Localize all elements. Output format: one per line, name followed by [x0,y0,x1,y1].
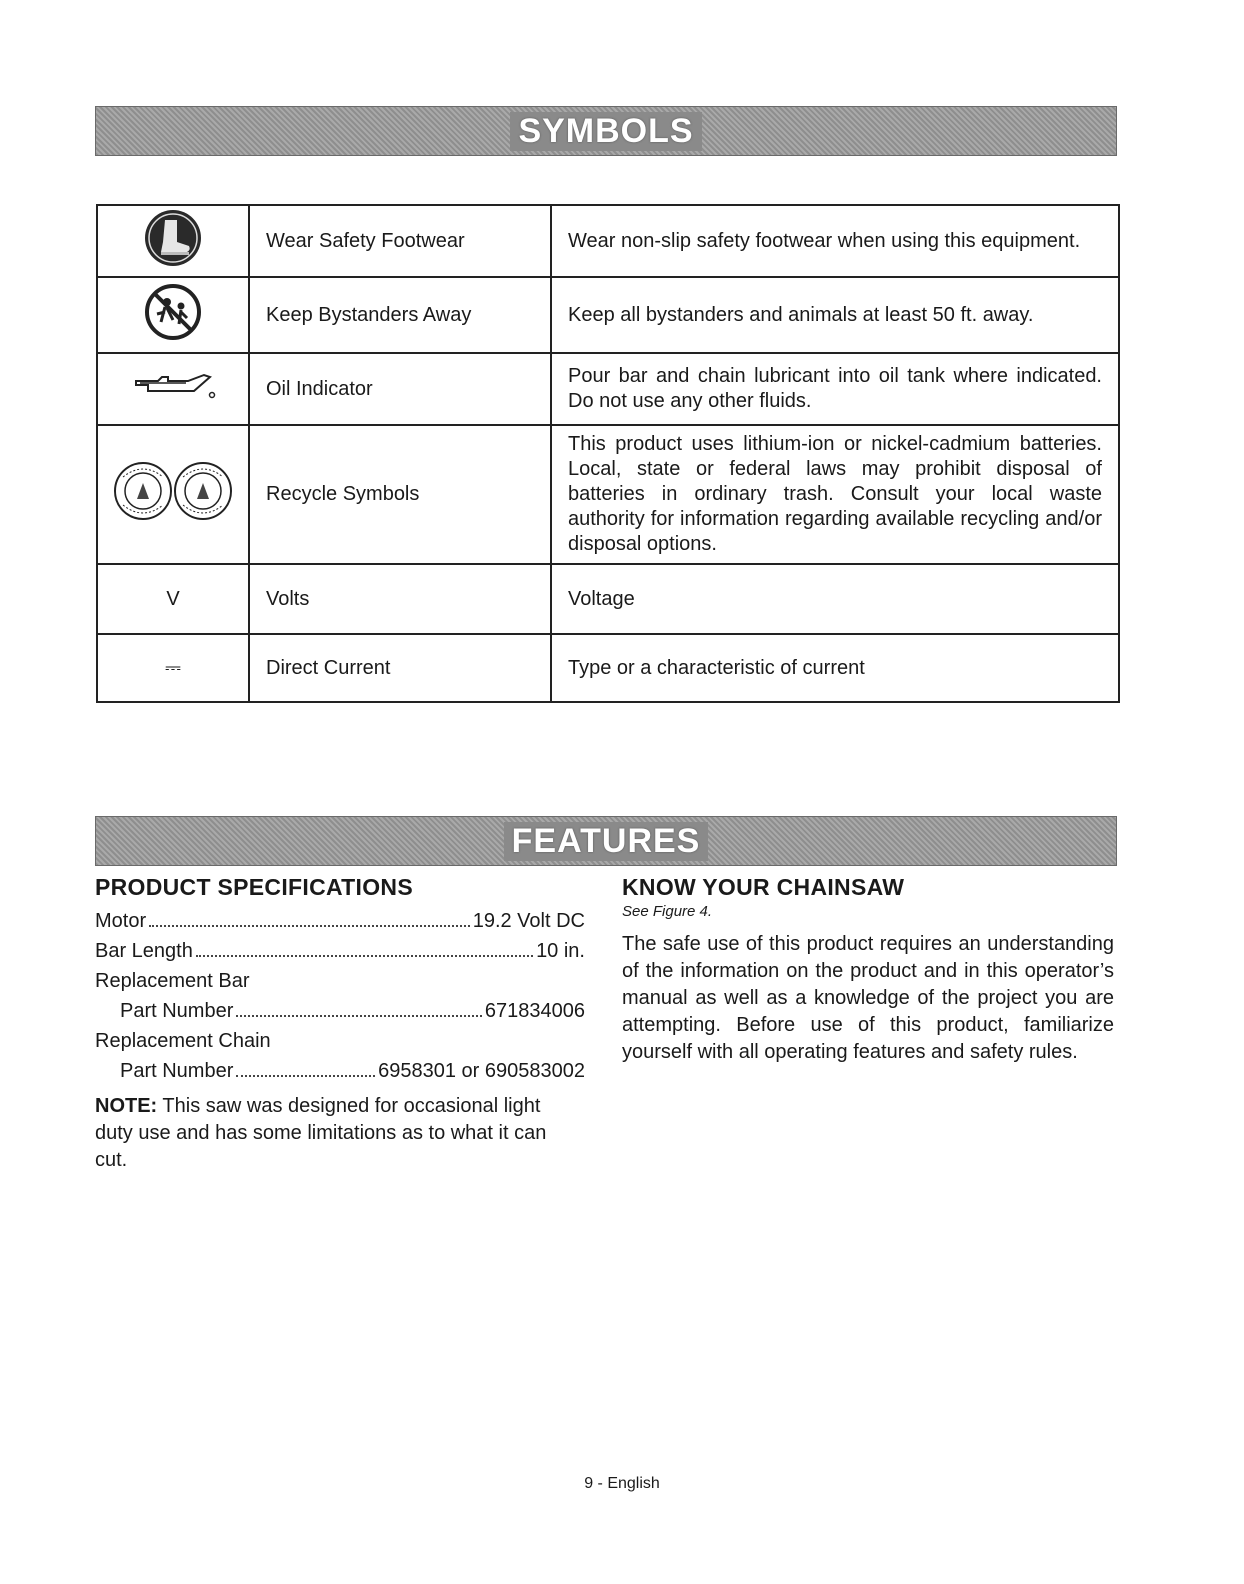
product-specifications-title: PRODUCT SPECIFICATIONS [95,874,413,900]
leader-dots [236,1075,375,1077]
volts-symbol: V [97,564,249,634]
spec-row-replacement-chain-part [95,1056,585,1086]
features-banner [95,816,1117,866]
figure-reference: See Figure 4. [622,903,713,920]
symbol-name: Wear Safety Footwear [249,205,551,277]
spec-value: 671834006 [484,1000,585,1022]
symbol-description: Type or a characteristic of current [551,634,1119,702]
table-row [97,353,1119,425]
symbol-description: Keep all bystanders and animals at least 50 ft. away. [551,277,1119,353]
symbol-description: This product uses lithium-ion or nickel-cadmium batteries. Local, state or federal laws may prohibit disposal of batteries in ordinary trash. Consult your local waste authority for information regarding available recycling and/or disposal options. [551,425,1119,564]
leader-dots [236,1015,482,1017]
keep-bystanders-away-icon [97,277,249,353]
safety-boot-icon [97,205,249,277]
symbol-name: Oil Indicator [249,353,551,425]
spec-note [95,1093,565,1174]
symbols-banner [95,106,1117,156]
note-label: NOTE: [95,1095,158,1117]
symbol-name: Recycle Symbols [249,425,551,564]
spec-label: Bar Length [95,940,193,962]
spec-value: 19.2 Volt DC [472,910,585,932]
note-text: This saw was designed for occasional light duty use and has some limitations as to what it can cut. [95,1095,547,1171]
features-heading: FEATURES [504,822,709,861]
spec-row-bar-length [95,936,585,966]
know-your-chainsaw-body: The safe use of this product requires an understanding of the information on the product and in this operator’s manual as well as a knowledge of the project you are attempting. Before use of this product, familiarize yourself with all operating features and safety rules. [622,933,1114,1063]
table-row [97,425,1119,564]
direct-current-symbol: ⎓ [97,634,249,702]
leader-dots [149,925,470,927]
spec-row-replacement-bar-part [95,996,585,1026]
know-your-chainsaw-title: KNOW YOUR CHAINSAW [622,874,905,900]
table-row [97,634,1119,702]
spec-label: Motor [95,910,147,932]
symbol-description: Pour bar and chain lubricant into oil tank where indicated. Do not use any other fluids. [551,353,1119,425]
oil-can-icon [97,353,249,425]
leader-dots [196,955,533,957]
spec-label: Part Number [120,1060,234,1082]
symbol-description: Voltage [551,564,1119,634]
spec-label: Part Number [120,1000,234,1022]
spec-row-motor [95,906,585,936]
table-row [97,277,1119,353]
spec-label: Replacement Bar [95,970,250,992]
symbol-name: Keep Bystanders Away [249,277,551,353]
spec-row-replacement-chain [95,1026,585,1056]
symbols-heading: SYMBOLS [510,112,701,151]
recycle-seals-icon [97,425,249,564]
table-row [97,564,1119,634]
page-footer: 9 - English [584,1475,660,1492]
symbol-name: Volts [249,564,551,634]
symbols-table [96,204,1120,703]
table-row [97,205,1119,277]
spec-label: Replacement Chain [95,1030,271,1052]
spec-value: 6958301 or 690583002 [378,1060,585,1082]
spec-row-replacement-bar [95,966,585,996]
symbol-name: Direct Current [249,634,551,702]
spec-list [95,906,585,1086]
spec-value: 10 in. [536,940,585,962]
symbol-description: Wear non-slip safety footwear when using this equipment. [551,205,1119,277]
